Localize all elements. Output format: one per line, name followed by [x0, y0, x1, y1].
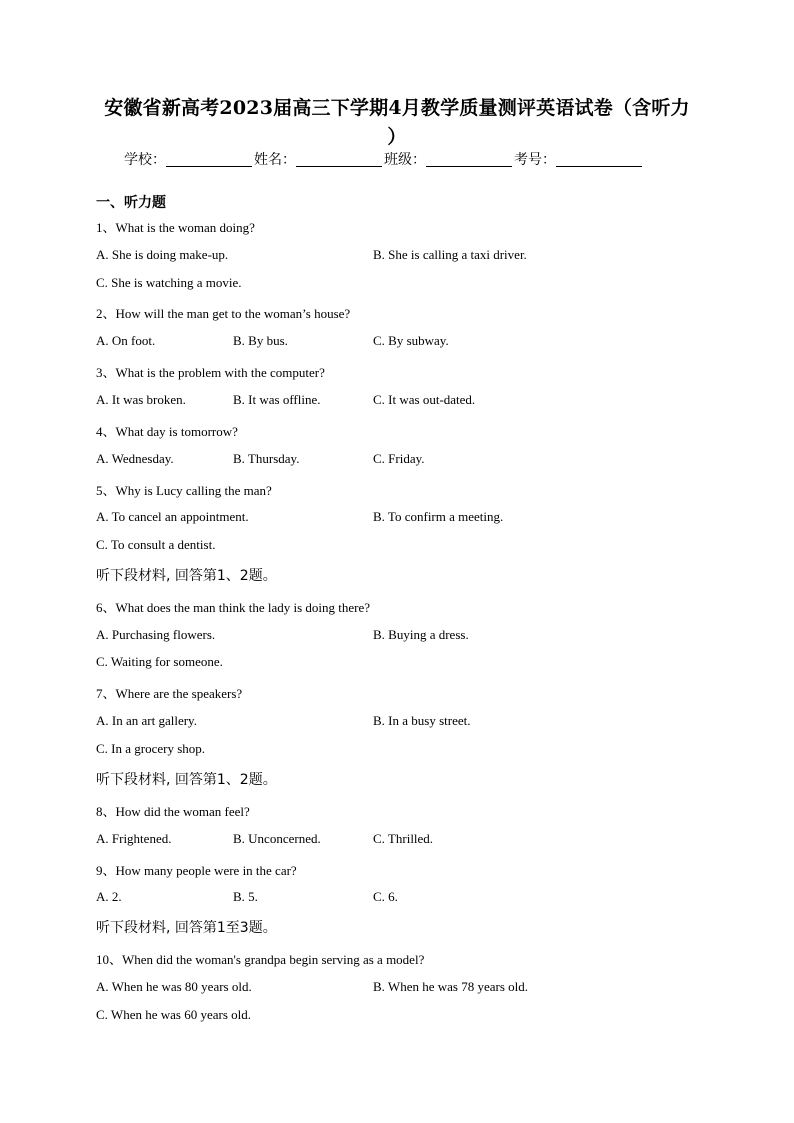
class-label: 班级：: [384, 152, 426, 168]
q2-option-c: C. By subway.: [373, 333, 449, 348]
q5-option-a: A. To cancel an appointment.: [96, 509, 249, 524]
student-info-row: [124, 149, 644, 169]
q6-option-c: C. Waiting for someone.: [96, 654, 223, 669]
q3-option-b: B. It was offline.: [233, 392, 321, 407]
q9-option-a: A. 2.: [96, 889, 122, 904]
q10-option-b: B. When he was 78 years old.: [373, 979, 529, 994]
q1-option-b: B. She is calling a taxi driver.: [373, 247, 527, 262]
q8-option-c: C. Thrilled.: [373, 831, 434, 846]
q8-option-a: A. Frightened.: [96, 831, 172, 846]
q10-option-a: A. When he was 80 years old.: [96, 979, 252, 994]
section-heading: 一、听力题: [96, 195, 166, 211]
exam-title-line-2: ）: [387, 126, 407, 148]
question-6: 6、What does the man think the lady is doing there?: [96, 600, 371, 615]
name-label: 姓名：: [254, 152, 296, 168]
q6-option-a: A. Purchasing flowers.: [96, 627, 216, 642]
q7-option-a: A. In an art gallery.: [96, 713, 197, 728]
q7-option-b: B. In a busy street.: [373, 713, 471, 728]
q9-option-c: C. 6.: [373, 889, 398, 904]
q9-option-b: B. 5.: [233, 889, 258, 904]
question-4: 4、What day is tomorrow?: [96, 424, 238, 439]
exam-title-line-1: 安徽省新高考2023届高三下学期4月教学质量测评英语试卷（含听力: [104, 97, 690, 119]
school-label: 学校：: [124, 152, 166, 168]
q8-option-b: B. Unconcerned.: [233, 831, 321, 846]
q5-option-c: C. To consult a dentist.: [96, 537, 216, 552]
q2-option-a: A. On foot.: [96, 333, 156, 348]
class-blank[interactable]: [426, 152, 512, 167]
q1-option-a: A. She is doing make-up.: [96, 247, 229, 262]
instruction-note-2: 听下段材料, 回答第1、2题。: [96, 772, 277, 788]
question-8: 8、How did the woman feel?: [96, 804, 250, 819]
q5-option-b: B. To confirm a meeting.: [373, 509, 504, 524]
q6-option-b: B. Buying a dress.: [373, 627, 469, 642]
school-blank[interactable]: [166, 152, 252, 167]
q3-option-c: C. It was out-dated.: [373, 392, 476, 407]
q4-option-b: B. Thursday.: [233, 451, 300, 466]
q10-option-c: C. When he was 60 years old.: [96, 1007, 252, 1022]
number-blank[interactable]: [556, 152, 642, 167]
instruction-note-1: 听下段材料, 回答第1、2题。: [96, 568, 277, 584]
exam-title: [90, 94, 704, 152]
q1-option-c: C. She is watching a movie.: [96, 275, 242, 290]
question-9: 9、How many people were in the car?: [96, 863, 297, 878]
question-3: 3、What is the problem with the computer?: [96, 365, 325, 380]
question-2: 2、How will the man get to the woman’s house?: [96, 306, 351, 321]
name-blank[interactable]: [296, 152, 382, 167]
question-10: 10、When did the woman's grandpa begin serving as a model?: [96, 952, 425, 967]
q7-option-c: C. In a grocery shop.: [96, 741, 206, 756]
number-label: 考号：: [514, 152, 556, 168]
q4-option-a: A. Wednesday.: [96, 451, 174, 466]
q4-option-c: C. Friday.: [373, 451, 425, 466]
q2-option-b: B. By bus.: [233, 333, 288, 348]
question-7: 7、Where are the speakers?: [96, 686, 243, 701]
instruction-note-3: 听下段材料, 回答第1至3题。: [96, 920, 277, 936]
q3-option-a: A. It was broken.: [96, 392, 186, 407]
question-5: 5、Why is Lucy calling the man?: [96, 483, 272, 498]
question-1: 1、What is the woman doing?: [96, 220, 255, 235]
